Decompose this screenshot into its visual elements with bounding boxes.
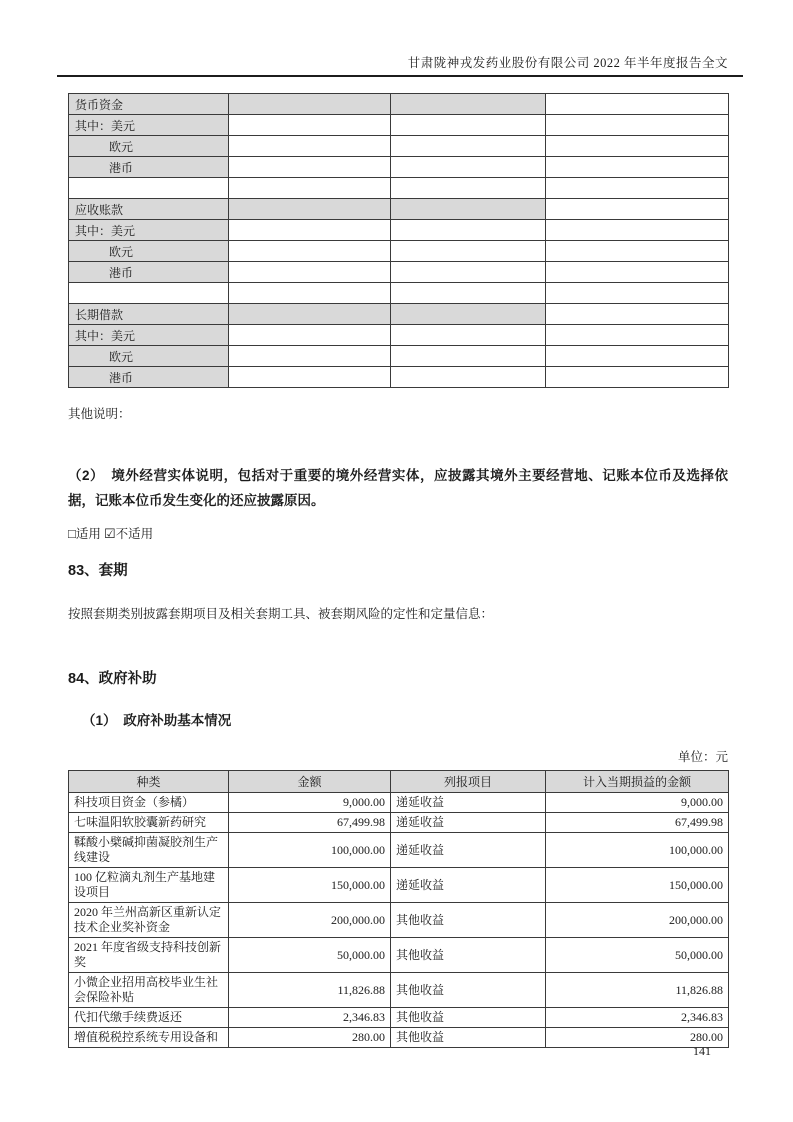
row-label-cell: 港币 bbox=[69, 262, 229, 283]
row-label-cell: 应收账款 bbox=[69, 199, 229, 220]
grant-type-cell: 增值税税控系统专用设备和 bbox=[69, 1028, 229, 1048]
row-label-cell: 欧元 bbox=[69, 241, 229, 262]
empty-cell bbox=[391, 346, 546, 367]
table-row bbox=[69, 903, 729, 938]
row-label-cell: 欧元 bbox=[69, 346, 229, 367]
grant-type-cell: 小微企业招用高校毕业生社会保险补贴 bbox=[69, 973, 229, 1008]
presentation-item-cell: 其他收益 bbox=[391, 1008, 546, 1028]
row-label-cell: 其中：美元 bbox=[69, 325, 229, 346]
applicability-line bbox=[68, 524, 728, 542]
amount-cell: 50,000.00 bbox=[229, 938, 391, 973]
current-pl-amount-cell: 200,000.00 bbox=[546, 903, 729, 938]
table-header-row bbox=[69, 771, 729, 793]
empty-cell bbox=[391, 220, 546, 241]
empty-cell bbox=[229, 241, 391, 262]
current-pl-amount-cell: 280.00 bbox=[546, 1028, 729, 1048]
not-applicable-label: 不适用 bbox=[115, 527, 154, 541]
empty-cell bbox=[391, 136, 546, 157]
amount-cell: 11,826.88 bbox=[229, 973, 391, 1008]
table-row bbox=[69, 973, 729, 1008]
section-title-hedging: 83、套期 bbox=[68, 563, 128, 579]
table-row-receivables bbox=[69, 199, 729, 220]
amount-cell: 200,000.00 bbox=[229, 903, 391, 938]
empty-cell bbox=[546, 262, 729, 283]
table-row bbox=[69, 1008, 729, 1028]
row-label-cell: 港币 bbox=[69, 367, 229, 388]
grant-type-cell: 鞣酸小檗碱抑菌凝胶剂生产线建设 bbox=[69, 833, 229, 868]
table-row-usd bbox=[69, 115, 729, 136]
empty-cell bbox=[229, 178, 391, 199]
empty-cell bbox=[229, 262, 391, 283]
column-header-presentation-item: 列报项目 bbox=[391, 771, 546, 793]
empty-cell bbox=[546, 283, 729, 304]
empty-cell bbox=[546, 241, 729, 262]
empty-cell bbox=[391, 325, 546, 346]
presentation-item-cell: 其他收益 bbox=[391, 938, 546, 973]
hedging-description: 按照套期类别披露套期项目及相关套期工具、被套期风险的定性和定量信息： bbox=[68, 607, 494, 621]
table-row-blank bbox=[69, 283, 729, 304]
amount-cell: 2,346.83 bbox=[229, 1008, 391, 1028]
presentation-item-cell: 递延收益 bbox=[391, 813, 546, 833]
table-row-eur bbox=[69, 346, 729, 367]
checkbox-checked-icon: ☑ bbox=[104, 526, 116, 541]
grant-type-cell: 2020 年兰州高新区重新认定技术企业奖补资金 bbox=[69, 903, 229, 938]
current-pl-amount-cell: 67,499.98 bbox=[546, 813, 729, 833]
empty-cell bbox=[69, 283, 229, 304]
section-title-gov-grant: 84、政府补助 bbox=[68, 671, 157, 687]
current-pl-amount-cell: 9,000.00 bbox=[546, 793, 729, 813]
table-row bbox=[69, 1028, 729, 1048]
amount-cell: 280.00 bbox=[229, 1028, 391, 1048]
empty-cell bbox=[391, 115, 546, 136]
empty-cell bbox=[229, 346, 391, 367]
empty-cell bbox=[546, 346, 729, 367]
overseas-entity-note: （2） 境外经营实体说明，包括对于重要的境外经营实体，应披露其境外主要经营地、记账本位币及选择依据，记账本位币发生变化的还应披露原因。 bbox=[68, 468, 728, 508]
applicable-label: 适用 bbox=[75, 527, 101, 541]
empty-cell bbox=[391, 199, 546, 220]
empty-cell bbox=[546, 136, 729, 157]
presentation-item-cell: 其他收益 bbox=[391, 903, 546, 938]
empty-cell bbox=[546, 220, 729, 241]
empty-cell bbox=[391, 157, 546, 178]
empty-cell bbox=[391, 262, 546, 283]
empty-cell bbox=[229, 283, 391, 304]
row-label-cell: 其中：美元 bbox=[69, 115, 229, 136]
table-row bbox=[69, 833, 729, 868]
grant-type-cell: 七味温阳软胶囊新药研究 bbox=[69, 813, 229, 833]
current-pl-amount-cell: 2,346.83 bbox=[546, 1008, 729, 1028]
empty-cell bbox=[546, 178, 729, 199]
empty-cell bbox=[546, 325, 729, 346]
page-header: 甘肃陇神戎发药业股份有限公司 2022 年半年度报告全文 bbox=[407, 56, 728, 70]
grant-type-cell: 代扣代缴手续费返还 bbox=[69, 1008, 229, 1028]
page-content bbox=[68, 93, 728, 1048]
current-pl-amount-cell: 50,000.00 bbox=[546, 938, 729, 973]
column-header-amount: 金额 bbox=[229, 771, 391, 793]
unit-label: 单位：元 bbox=[677, 750, 728, 764]
table-row-hkd bbox=[69, 262, 729, 283]
presentation-item-cell: 其他收益 bbox=[391, 973, 546, 1008]
empty-cell bbox=[229, 115, 391, 136]
empty-cell bbox=[546, 199, 729, 220]
other-notes-label: 其他说明： bbox=[68, 407, 131, 421]
empty-cell bbox=[229, 220, 391, 241]
amount-cell: 67,499.98 bbox=[229, 813, 391, 833]
empty-cell bbox=[391, 283, 546, 304]
table-row bbox=[69, 938, 729, 973]
presentation-item-cell: 递延收益 bbox=[391, 868, 546, 903]
empty-cell bbox=[229, 325, 391, 346]
grant-type-cell: 科技项目资金（参橘） bbox=[69, 793, 229, 813]
table-row-blank bbox=[69, 178, 729, 199]
empty-cell bbox=[229, 199, 391, 220]
row-label-cell: 其中：美元 bbox=[69, 220, 229, 241]
table-row-longterm-loans bbox=[69, 304, 729, 325]
header-rule bbox=[57, 75, 743, 77]
table-row bbox=[69, 868, 729, 903]
current-pl-amount-cell: 11,826.88 bbox=[546, 973, 729, 1008]
row-label-cell: 港币 bbox=[69, 157, 229, 178]
amount-cell: 100,000.00 bbox=[229, 833, 391, 868]
empty-cell bbox=[391, 178, 546, 199]
current-pl-amount-cell: 150,000.00 bbox=[546, 868, 729, 903]
government-grant-table bbox=[68, 770, 729, 1048]
table-row-usd bbox=[69, 220, 729, 241]
empty-cell bbox=[229, 94, 391, 115]
presentation-item-cell: 其他收益 bbox=[391, 1028, 546, 1048]
table-row bbox=[69, 793, 729, 813]
current-pl-amount-cell: 100,000.00 bbox=[546, 833, 729, 868]
empty-cell bbox=[69, 178, 229, 199]
currency-table bbox=[68, 93, 729, 388]
subsection-title-gov-grant-basic: （1） 政府补助基本情况 bbox=[82, 713, 232, 728]
checkbox-unchecked-icon: □ bbox=[68, 526, 76, 541]
table-row-usd bbox=[69, 325, 729, 346]
empty-cell bbox=[546, 304, 729, 325]
table-row bbox=[69, 813, 729, 833]
empty-cell bbox=[391, 241, 546, 262]
amount-cell: 150,000.00 bbox=[229, 868, 391, 903]
page-number: 141 bbox=[693, 1044, 711, 1058]
table-row-hkd bbox=[69, 157, 729, 178]
empty-cell bbox=[229, 304, 391, 325]
empty-cell bbox=[546, 115, 729, 136]
grant-type-cell: 100 亿粒滴丸剂生产基地建设项目 bbox=[69, 868, 229, 903]
table-row-cash bbox=[69, 94, 729, 115]
amount-cell: 9,000.00 bbox=[229, 793, 391, 813]
grant-type-cell: 2021 年度省级支持科技创新奖 bbox=[69, 938, 229, 973]
presentation-item-cell: 递延收益 bbox=[391, 793, 546, 813]
table-row-eur bbox=[69, 241, 729, 262]
presentation-item-cell: 递延收益 bbox=[391, 833, 546, 868]
table-row-eur bbox=[69, 136, 729, 157]
empty-cell bbox=[229, 367, 391, 388]
empty-cell bbox=[546, 94, 729, 115]
empty-cell bbox=[391, 304, 546, 325]
empty-cell bbox=[229, 157, 391, 178]
row-label-cell: 长期借款 bbox=[69, 304, 229, 325]
row-label-cell: 欧元 bbox=[69, 136, 229, 157]
table-row-hkd bbox=[69, 367, 729, 388]
row-label-cell: 货币资金 bbox=[69, 94, 229, 115]
column-header-current-pl-amount: 计入当期损益的金额 bbox=[546, 771, 729, 793]
empty-cell bbox=[391, 367, 546, 388]
empty-cell bbox=[391, 94, 546, 115]
empty-cell bbox=[229, 136, 391, 157]
column-header-type: 种类 bbox=[69, 771, 229, 793]
empty-cell bbox=[546, 157, 729, 178]
empty-cell bbox=[546, 367, 729, 388]
